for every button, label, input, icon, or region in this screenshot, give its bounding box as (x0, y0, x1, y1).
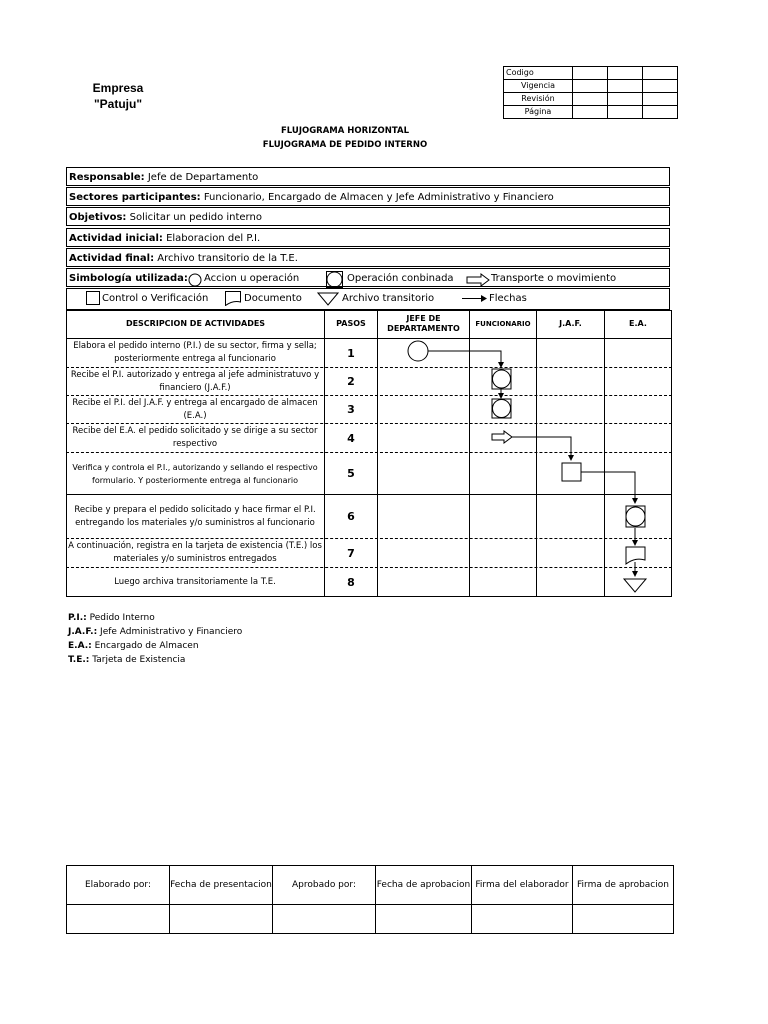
step-description: Elabora el pedido interno (P.I.) de su sector, firma y sella; posteriormente entrega al funcionario (73, 341, 317, 364)
legend-item: J.A.F.: Jefe Administrativo y Financiero (68, 627, 243, 637)
step-description: Recibe del E.A. el pedido solicitado y se dirige a su sector respectivo (72, 426, 318, 449)
aprobado-field[interactable] (273, 905, 376, 934)
symbol-arrows-label: Flechas (489, 293, 527, 304)
step-description: A continuación, registra en la tarjeta de existencia (T.E.) los materiales y/o suministros entregados (68, 541, 322, 564)
document-symbol-icon (626, 547, 645, 564)
step-number: 5 (347, 467, 355, 480)
actividad-final-value: Archivo transitorio de la T.E. (157, 253, 298, 264)
step-description: Recibe el P.I. autorizado y entrega al jefe administratuvo y financiero (J.A.F.) (70, 369, 320, 393)
header-jaf: J.A.F. (559, 319, 582, 328)
header-jefe: JEFE DE DEPARTAMENTO (387, 314, 460, 333)
firma-aprobacion-field[interactable] (573, 905, 674, 934)
symbol-combined-label: Operación conbinada (347, 273, 454, 284)
operation-symbol-icon (408, 341, 428, 361)
archive-symbol-icon (624, 579, 646, 592)
responsable-value: Jefe de Departamento (147, 172, 259, 183)
aprobado-label: Aprobado por: (273, 866, 376, 905)
fecha-aprobacion-label: Fecha de aprobacion (376, 866, 472, 905)
document-subtitle: FLUJOGRAMA DE PEDIDO INTERNO (262, 140, 428, 150)
step-number: 6 (347, 510, 355, 523)
fecha-presentacion-label: Fecha de presentacion (170, 866, 273, 905)
responsable-row: Responsable: Jefe de Departamento (66, 167, 670, 186)
actividad-inicial-row: Actividad inicial: Elaboracion del P.I. (66, 228, 670, 247)
header-funcionario: FUNCIONARIO (475, 320, 531, 328)
document-title: FLUJOGRAMA HORIZONTAL (281, 126, 409, 136)
flow-connector (581, 472, 635, 503)
sectores-row: Sectores participantes: Funcionario, Encargado de Almacen y Jefe Administrativo y Financiero (66, 187, 670, 206)
codigo-label: Codigo (504, 67, 573, 80)
step-description: Recibe y prepara el pedido solicitado y hace firmar el P.I. entregando los materiales y/o suministros al funcionario (74, 504, 316, 528)
flow-connector (512, 437, 571, 460)
company-line2: "Patuju" (93, 97, 143, 111)
objetivos-value: Solicitar un pedido interno (129, 212, 262, 223)
step-number: 3 (347, 403, 355, 416)
symbol-operation-label: Accion u operación (204, 273, 300, 284)
actividad-final-row: Actividad final: Archivo transitorio de la T.E. (66, 248, 670, 267)
step-number: 8 (347, 575, 355, 589)
symbology-label: Simbología utilizada: (69, 273, 188, 284)
fecha-aprobacion-field[interactable] (376, 905, 472, 934)
step-number: 1 (347, 346, 355, 360)
legend-item: E.A.: Encargado de Almacen (68, 641, 199, 651)
firma-elaborador-label: Firma del elaborador (472, 866, 573, 905)
step-number: 7 (347, 546, 355, 560)
elaborado-field[interactable] (67, 905, 170, 934)
step-number: 2 (347, 375, 355, 388)
symbol-control-label: Control o Verificación (102, 293, 209, 304)
vigencia-label: Vigencia (504, 80, 573, 93)
objetivos-row: Objetivos: Solicitar un pedido interno (66, 207, 670, 226)
header-descripcion: DESCRIPCION DE ACTIVIDADES (125, 319, 266, 328)
step-description: Recibe el P.I. del J.A.F. y entrega al encargado de almacen (E.A.) (72, 397, 318, 421)
symbol-document-label: Documento (244, 293, 302, 304)
combined-operation-symbol-icon (626, 506, 645, 527)
sectores-value: Funcionario, Encargado de Almacen y Jefe Administrativo y Financiero (203, 192, 554, 203)
header-pasos: PASOS (336, 319, 366, 328)
signature-table (66, 865, 674, 934)
combined-operation-symbol-icon (492, 369, 511, 389)
legend-item: P.I.: Pedido Interno (68, 613, 155, 623)
legend-item: T.E.: Tarjeta de Existencia (68, 655, 186, 665)
symbol-archive-label: Archivo transitorio (342, 293, 435, 304)
fecha-presentacion-field[interactable] (170, 905, 273, 934)
actividad-inicial-value: Elaboracion del P.I. (166, 233, 261, 244)
step-description: Luego archiva transitoriamente la T.E. (114, 576, 276, 587)
flow-connector (428, 351, 501, 367)
combined-operation-symbol-icon (492, 399, 511, 418)
firma-elaborador-field[interactable] (472, 905, 573, 934)
step-number: 4 (347, 431, 355, 445)
revision-label: Revisión (504, 93, 573, 106)
symbol-transport-label: Transporte o movimiento (491, 273, 617, 284)
firma-aprobacion-label: Firma de aprobacion (573, 866, 674, 905)
step-description: Verifica y controla el P.I., autorizando y sellando el respectivo formulario. Y posteriormente entrega al funcionario (72, 462, 318, 485)
header-ea: E.A. (629, 319, 647, 328)
control-symbol-icon (562, 463, 581, 481)
company-line1: Empresa (92, 81, 144, 95)
elaborado-label: Elaborado por: (67, 866, 170, 905)
pagina-label: Página (504, 106, 573, 119)
transport-symbol-icon (492, 431, 512, 443)
